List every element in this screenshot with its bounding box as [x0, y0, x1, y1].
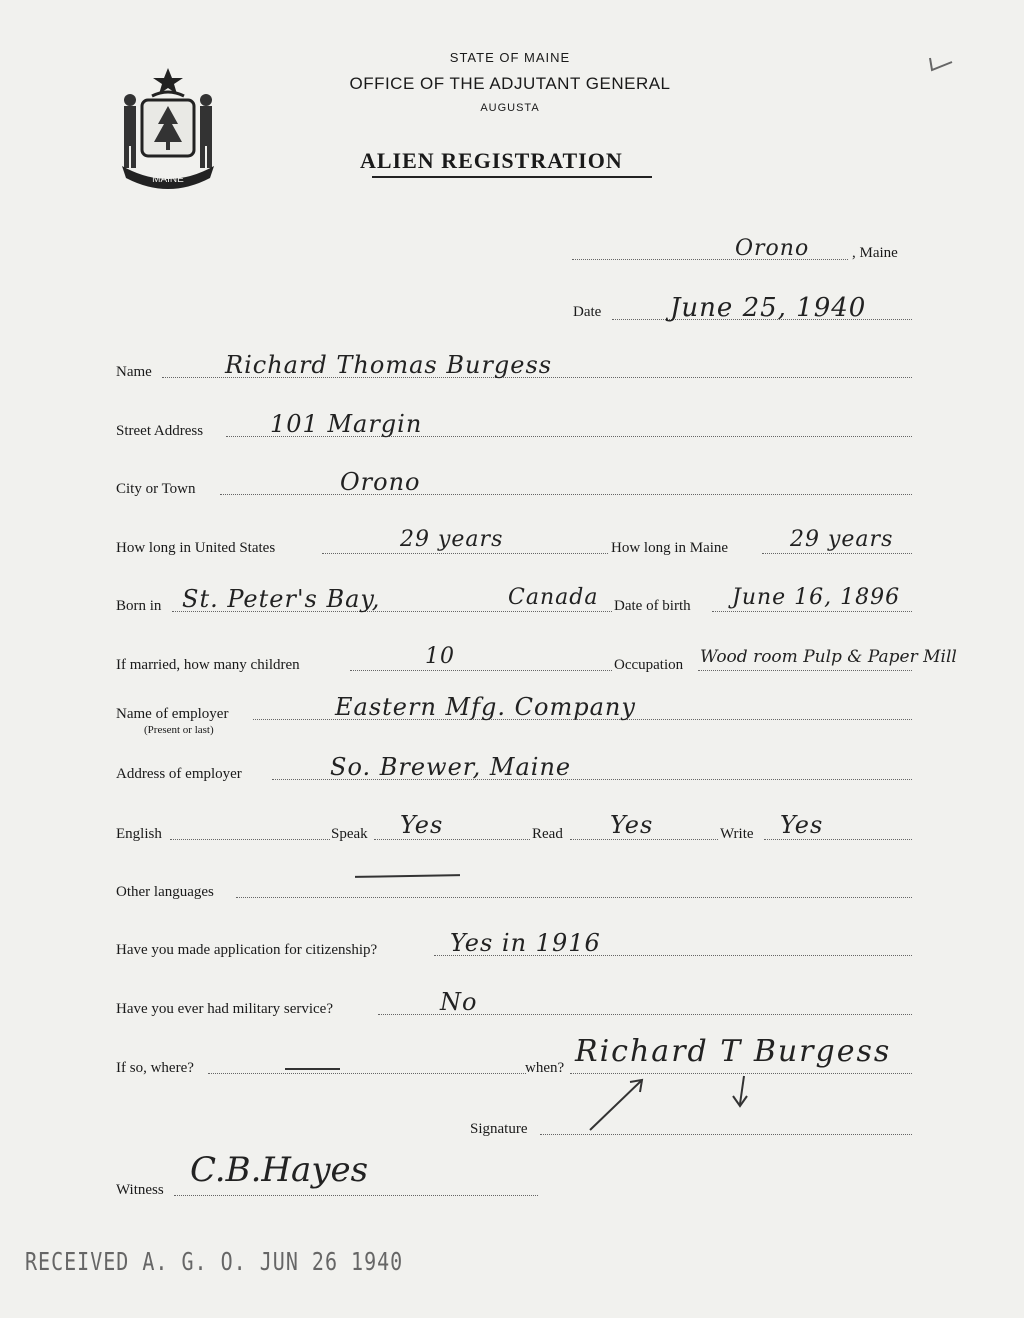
english-label: English: [116, 826, 162, 842]
read-value: Yes: [610, 811, 654, 839]
where-label: If so, where?: [116, 1060, 194, 1076]
how-long-maine-label: How long in Maine: [611, 540, 729, 556]
city-value: Orono: [340, 468, 421, 496]
signature-arrows-icon: [580, 1074, 780, 1138]
when-label: when?: [525, 1060, 565, 1076]
employer-address-label: Address of employer: [116, 766, 242, 782]
children-label: If married, how many children: [116, 657, 300, 673]
witness-label: Witness: [116, 1182, 164, 1198]
employer-label: Name of employer: [116, 706, 229, 722]
city-heading: AUGUSTA: [480, 102, 540, 114]
form-title: ALIEN REGISTRATION: [360, 148, 623, 173]
name-label: Name: [116, 364, 152, 380]
location-value: Orono: [735, 236, 810, 261]
date-label: Date: [573, 304, 602, 320]
how-long-us-label: How long in United States: [116, 540, 276, 556]
signature-value: Richard T Burgess: [575, 1034, 892, 1069]
street-label: Street Address: [116, 423, 204, 439]
state-heading: STATE OF MAINE: [449, 50, 571, 65]
other-languages-label: Other languages: [116, 884, 214, 900]
military-value: No: [440, 988, 478, 1016]
employer-value: Eastern Mfg. Company: [335, 693, 636, 721]
military-label: Have you ever had military service?: [116, 1001, 333, 1017]
employer-address-value: So. Brewer, Maine: [330, 753, 572, 781]
received-stamp: RECEIVED A. G. O. JUN 26 1940: [25, 1246, 404, 1276]
location-suffix: , Maine: [852, 245, 898, 261]
date-value: June 25, 1940: [670, 293, 867, 323]
maine-seal-icon: [112, 62, 224, 192]
born-in-country: Canada: [508, 585, 599, 610]
speak-label: Speak: [331, 826, 368, 842]
write-value: Yes: [780, 811, 824, 839]
other-languages-dash: [355, 874, 460, 878]
occupation-value: Wood room Pulp & Paper Mill: [700, 647, 957, 667]
city-label: City or Town: [116, 481, 196, 497]
read-label: Read: [532, 826, 563, 842]
svg-text:MAINE: MAINE: [152, 174, 184, 185]
employer-sublabel: (Present or last): [144, 724, 214, 736]
occupation-label: Occupation: [614, 657, 684, 673]
citizenship-value: Yes in 1916: [450, 929, 601, 957]
title-underline: [372, 176, 652, 178]
office-heading: OFFICE OF THE ADJUTANT GENERAL: [349, 74, 671, 93]
how-long-us-value: 29 years: [400, 527, 504, 552]
children-value: 10: [425, 644, 455, 669]
dob-value: June 16, 1896: [732, 585, 901, 610]
how-long-maine-value: 29 years: [790, 527, 894, 552]
street-value: 101 Margin: [270, 410, 423, 438]
check-mark-icon: [926, 54, 956, 76]
write-label: Write: [720, 826, 754, 842]
name-value: Richard Thomas Burgess: [225, 351, 553, 379]
dob-label: Date of birth: [614, 598, 691, 614]
speak-value: Yes: [400, 811, 444, 839]
signature-label: Signature: [470, 1121, 528, 1137]
where-dash: [285, 1068, 340, 1070]
born-in-place: St. Peter's Bay,: [182, 585, 381, 613]
citizenship-label: Have you made application for citizenship?: [116, 942, 378, 958]
witness-value: C.B.Hayes: [190, 1150, 369, 1190]
born-in-label: Born in: [116, 598, 162, 614]
